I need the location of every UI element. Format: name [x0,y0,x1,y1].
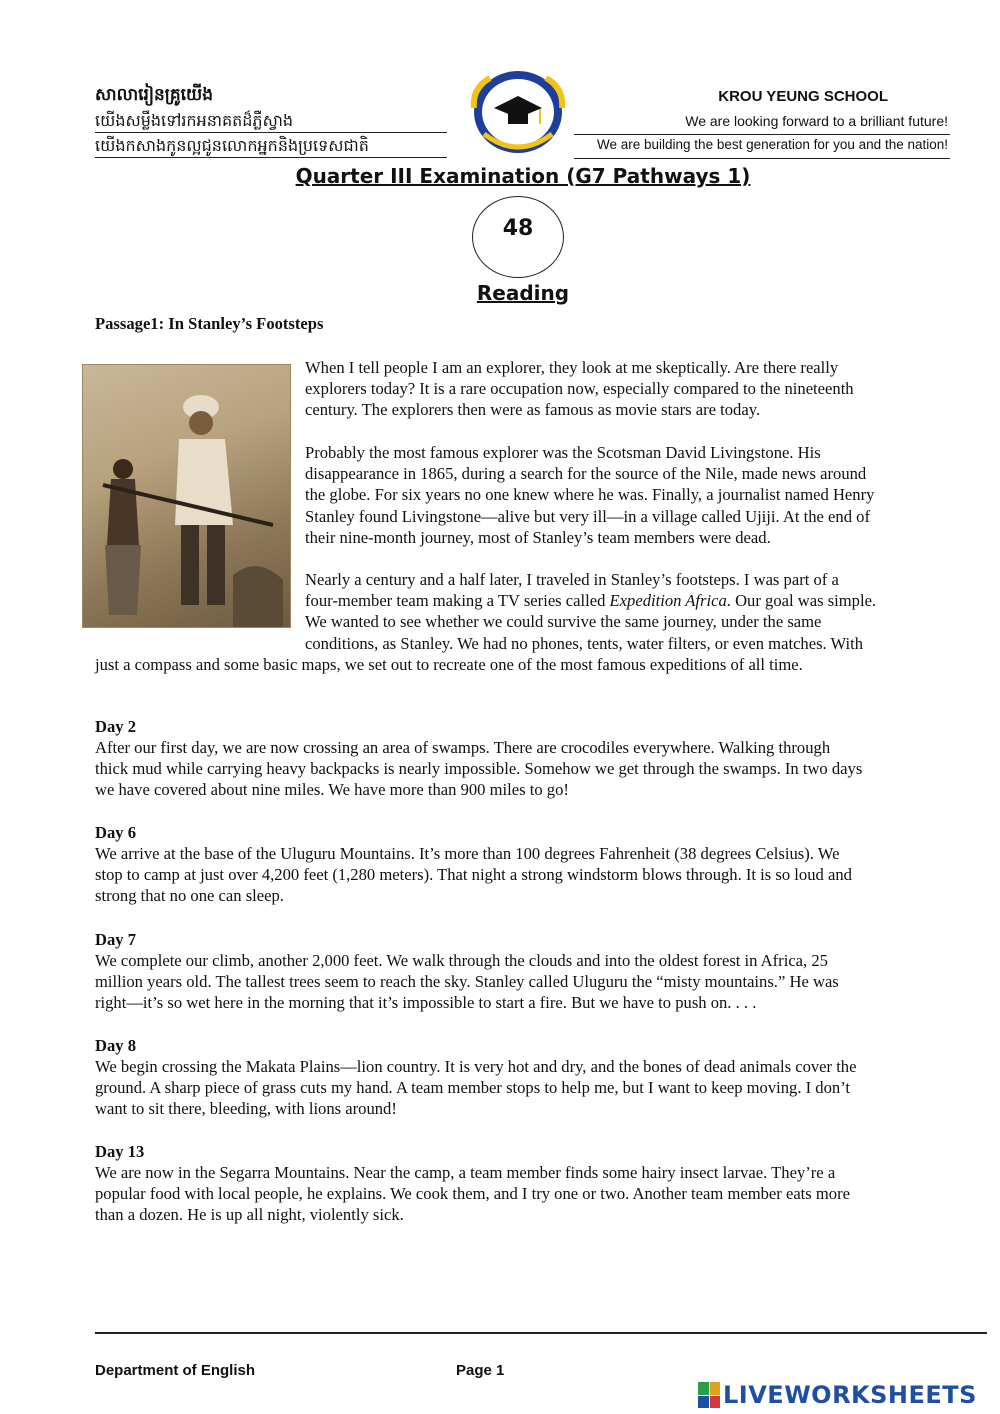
day-heading: Day 6 [95,823,137,842]
text-line: We begin crossing the Makata Plains—lion country. It is very hot and dry, and the bones of dead animals cover the [95,1057,857,1076]
text-line: explorers today? It is a rare occupation now, especially compared to the nineteenth [305,379,854,399]
text-line: we have covered about nine miles. We have more than 900 miles to go! [95,780,569,800]
intro-paragraph-1 [305,357,955,421]
text-line: Stanley found Livingstone—alive but very ill—in a village called Ujiji. At the end of [305,506,870,526]
brand-text: LIVEWORKSHEETS [723,1381,977,1409]
footer-department: Department of English [95,1362,256,1379]
day-entry-6 [95,823,975,907]
text-line: century. The explorers then were as famous as movie stars are today. [305,400,761,420]
kh-slogan-2: យើងកសាងកូនល្អជូនលោកអ្នកនិងប្រទេសជាតិ [95,136,369,155]
footer-page-number: Page 1 [456,1362,505,1379]
exam-title: Quarter III Examination (G7 Pathways 1) [295,164,751,188]
text-line: strong that no one can sleep. [95,886,284,906]
text-line: thick mud while carrying heavy backpacks is nearly impossible. Somehow we get through the swamps. In two days [95,759,863,779]
text-line: ground. A sharp piece of grass cuts my hand. A team member stops to help me, but I want to keep moving. I don’t [95,1078,851,1098]
day-entry-13 [95,1142,975,1226]
text-line [305,590,955,611]
text-line: We wanted to see whether we could survive the same journey, under the same [305,612,822,632]
header-rule-right-2 [574,158,950,159]
day-heading: Day 13 [95,1142,145,1161]
kh-school-name: សាលារៀនគ្រូយើង [95,85,214,105]
day-entry-7 [95,930,975,1014]
text-line: popular food with local people, he explains. We cook them, and I try one or two. Another team member eats more [95,1184,850,1204]
day-heading: Day 8 [95,1036,137,1055]
header-rule-right-1 [574,134,950,135]
explorer-photo [82,364,291,628]
text-line: We arrive at the base of the Uluguru Mountains. It’s more than 100 degrees Fahrenheit (38 degrees Celsius). We [95,844,840,863]
section-title: Reading [476,281,570,305]
intro-paragraph-3 [305,569,955,654]
text-line: just a compass and some basic maps, we set out to recreate one of the most famous expeditions of all time. [95,655,803,674]
text-line: When I tell people I am an explorer, they look at me skeptically. Are there really [305,358,839,377]
school-logo [470,68,566,156]
text-line: stop to camp at just over 4,200 feet (1,280 meters). That night a strong windstorm blows through. It is so loud and [95,865,852,885]
en-slogan-1: We are looking forward to a brilliant future! [685,113,948,129]
text-line: right—it’s so wet here in the morning that it’s impossible to start a fire. But we have to push on. . . . [95,993,757,1013]
en-slogan-2: We are building the best generation for you and the nation! [597,137,948,152]
text-line: the globe. For six years no one knew where he was. Finally, a journalist named Henry [305,485,875,505]
series-title: Expedition Africa [609,591,727,611]
text-line: disappearance in 1865, during a search for the source of the Nile, made news around [305,464,867,484]
kh-slogan-1: យើងសម្លឹងទៅរកអនាគតដ៏ភ្លឺស្វាង [95,111,294,130]
day-heading: Day 2 [95,717,137,736]
brand-badge-icon [698,1382,720,1408]
header-rule-left-2 [95,157,447,158]
text-line: Nearly a century and a half later, I traveled in Stanley’s footsteps. I was part of a [305,570,839,589]
text-line: conditions, as Stanley. We had no phones, tents, water filters, or even matches. With [305,633,864,653]
en-school-name: KROU YEUNG SCHOOL [718,88,888,105]
liveworksheets-brand [698,1380,977,1410]
day-entry-2 [95,717,975,801]
header-rule-left-1 [95,132,447,133]
text-line: We complete our climb, another 2,000 feet. We walk through the clouds and into the oldest forest in Africa, 25 [95,951,828,970]
text-line: want to sit there, bleeding, with lions around! [95,1099,397,1119]
text-line: than a dozen. He is up all night, violently sick. [95,1205,404,1225]
score-value: 48 [502,216,534,241]
day-entry-8 [95,1036,975,1120]
text-line: We are now in the Segarra Mountains. Near the camp, a team member finds some hairy insect larvae. They’re a [95,1163,836,1182]
footer-rule [95,1332,987,1334]
text-line: million years old. The tallest trees seem to reach the sky. Stanley called Uluguru the “misty mountains.” He was [95,972,839,992]
text-line: After our first day, we are now crossing an area of swamps. There are crocodiles everywhere. Walking through [95,738,831,757]
text-line: their nine-month journey, most of Stanley’s team members were dead. [305,527,771,547]
text-span: four-member team making a TV series called [305,591,610,611]
intro-paragraph-2 [305,442,955,548]
day-heading: Day 7 [95,930,137,949]
passage-title: Passage1: In Stanley’s Footsteps [95,314,324,333]
text-span: . Our goal was simple. [726,591,877,611]
text-line: Probably the most famous explorer was the Scotsman David Livingstone. His [305,443,821,462]
